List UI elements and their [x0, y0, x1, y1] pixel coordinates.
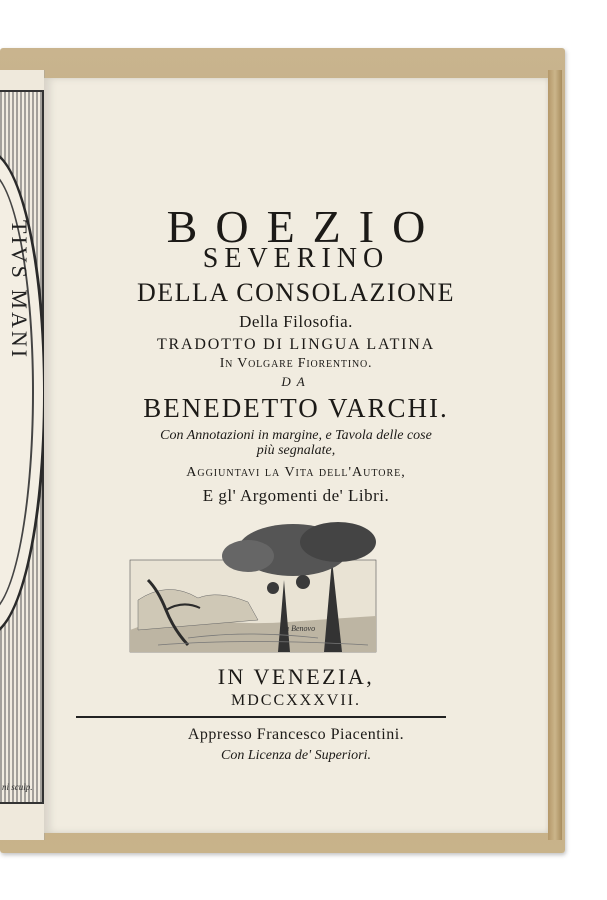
portrait-legend: TIVS MANI	[7, 220, 32, 361]
vignette-signature: su Benovo	[282, 624, 316, 633]
landscape-vignette-image	[128, 520, 378, 655]
translation-note: TRADOTTO DI LINGUA LATINA	[156, 336, 435, 353]
frontispiece-page	[0, 70, 45, 840]
publisher: Appresso Francesco Piacentini.	[187, 726, 405, 743]
publication-year: MDCCXXXVII.	[231, 692, 361, 709]
book-title: DELLA CONSOLAZIONE	[136, 278, 456, 307]
cover-edge	[548, 70, 562, 840]
book-subtitle: Della Filosofia.	[239, 312, 353, 331]
engraver-signature: ni sculp.	[2, 782, 33, 792]
vernacular-note: In Volgare Fiorentino.	[219, 356, 373, 371]
annotations-line-2: più segnalate,	[256, 443, 336, 458]
title-page	[44, 78, 548, 833]
author-name: BOEZIO	[166, 201, 444, 252]
translator-name: BENEDETTO VARCHI.	[143, 393, 449, 423]
book	[0, 40, 570, 860]
divider-rule	[76, 716, 446, 718]
arguments-note: E gl' Argomenti de' Libri.	[202, 486, 390, 505]
author-name-2: SEVERINO	[202, 243, 390, 274]
place-of-publication: IN VENEZIA,	[217, 664, 375, 689]
annotations-line-1: Con Annotazioni in margine, e Tavola delle cose	[160, 428, 432, 443]
by-label: DA	[281, 374, 311, 389]
license-note: Con Licenza de' Superiori.	[221, 748, 371, 763]
addition-note: Aggiuntavi la Vita dell'Autore,	[186, 465, 406, 480]
